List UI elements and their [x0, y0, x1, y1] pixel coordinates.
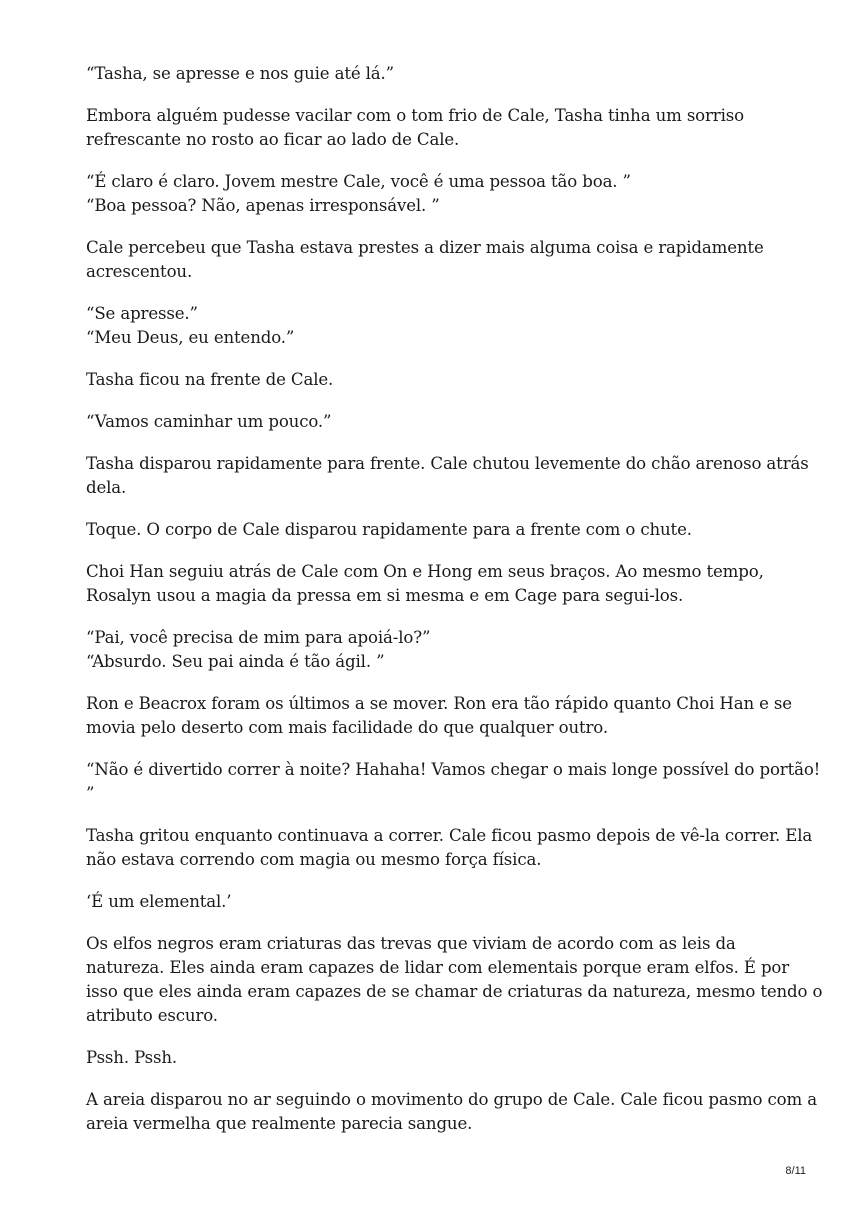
- text-line: A areia disparou no ar seguindo o movimento do grupo de Cale. Cale ficou pasmo com a: [86, 1090, 817, 1109]
- text-line: “É claro é claro. Jovem mestre Cale, você é uma pessoa tão boa. ”: [86, 172, 631, 191]
- text-line: Pssh. Pssh.: [86, 1048, 178, 1067]
- document-body: [86, 62, 823, 1154]
- text-line: “Tasha, se apresse e nos guie até lá.”: [86, 64, 394, 83]
- text-line: Toque. O corpo de Cale disparou rapidamente para a frente com o chute.: [86, 520, 692, 539]
- text-line: areia vermelha que realmente parecia sangue.: [86, 1114, 473, 1133]
- paragraph: [86, 104, 786, 152]
- paragraph: [86, 452, 809, 500]
- text-line: “Se apresse.”: [86, 304, 198, 323]
- paragraph: [86, 518, 786, 542]
- paragraph: [86, 626, 786, 674]
- text-line: Ron e Beacrox foram os últimos a se mover. Ron era tão rápido quanto Choi Han e se: [86, 694, 792, 713]
- paragraph: [86, 932, 823, 1028]
- paragraph: [86, 410, 786, 434]
- paragraph: [86, 560, 786, 608]
- text-line: “Não é divertido correr à noite? Hahaha! Vamos chegar o mais longe possível do portão!: [86, 760, 821, 779]
- text-line: “Vamos caminhar um pouco.”: [86, 412, 332, 431]
- text-line: “Absurdo. Seu pai ainda é tão ágil. ”: [86, 652, 385, 671]
- text-line: Cale percebeu que Tasha estava prestes a dizer mais alguma coisa e rapidamente: [86, 238, 764, 257]
- paragraph: [86, 1046, 786, 1070]
- text-line: ‘É um elemental.’: [86, 892, 232, 911]
- text-line: Tasha ficou na frente de Cale.: [86, 370, 334, 389]
- text-line: Tasha disparou rapidamente para frente. Cale chutou levemente do chão arenoso atrás: [86, 454, 809, 473]
- text-line: natureza. Eles ainda eram capazes de lidar com elementais porque eram elfos. É por: [86, 958, 790, 977]
- paragraph: [86, 758, 821, 806]
- text-line: movia pelo deserto com mais facilidade do que qualquer outro.: [86, 718, 608, 737]
- paragraph: [86, 368, 786, 392]
- paragraph: [86, 302, 786, 350]
- paragraph: [86, 62, 786, 86]
- text-line: “Pai, você precisa de mim para apoiá-lo?”: [86, 628, 431, 647]
- page-number: 8/11: [785, 1165, 806, 1177]
- text-line: Choi Han seguiu atrás de Cale com On e Hong em seus braços. Ao mesmo tempo,: [86, 562, 764, 581]
- text-line: Rosalyn usou a magia da pressa em si mesma e em Cage para segui-los.: [86, 586, 684, 605]
- text-line: “Boa pessoa? Não, apenas irresponsável. ”: [86, 196, 440, 215]
- paragraph: [86, 236, 786, 284]
- text-line: refrescante no rosto ao ficar ao lado de Cale.: [86, 130, 460, 149]
- text-line: Os elfos negros eram criaturas das trevas que viviam de acordo com as leis da: [86, 934, 736, 953]
- text-line: ”: [86, 784, 95, 803]
- text-line: Embora alguém pudesse vacilar com o tom frio de Cale, Tasha tinha um sorriso: [86, 106, 744, 125]
- paragraph: [86, 692, 792, 740]
- paragraph: [86, 824, 813, 872]
- text-line: “Meu Deus, eu entendo.”: [86, 328, 295, 347]
- paragraph: [86, 890, 786, 914]
- text-line: não estava correndo com magia ou mesmo força física.: [86, 850, 542, 869]
- text-line: atributo escuro.: [86, 1006, 218, 1025]
- text-line: Tasha gritou enquanto continuava a correr. Cale ficou pasmo depois de vê-la correr. Ela: [86, 826, 813, 845]
- text-line: acrescentou.: [86, 262, 193, 281]
- paragraph: [86, 1088, 817, 1136]
- text-line: dela.: [86, 478, 127, 497]
- paragraph: [86, 170, 786, 218]
- text-line: isso que eles ainda eram capazes de se chamar de criaturas da natureza, mesmo tendo o: [86, 982, 823, 1001]
